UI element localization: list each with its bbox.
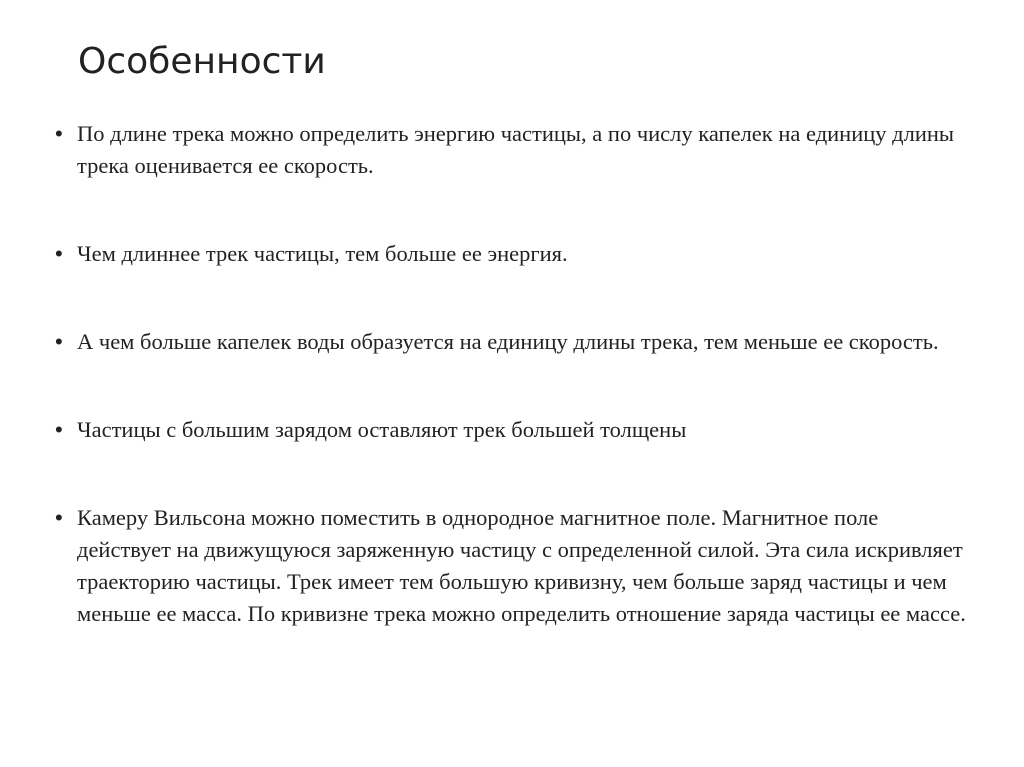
bullet-marker: • (55, 417, 63, 442)
bullet-marker: • (55, 121, 63, 146)
bullet-marker: • (55, 329, 63, 354)
bullet-list (55, 118, 975, 630)
bullet-text: Частицы с большим зарядом оставляют трек большей толщены (77, 417, 687, 442)
bullet-text: Чем длиннее трек частицы, тем больше ее энергия. (77, 241, 568, 266)
bullet-marker: • (55, 505, 63, 530)
bullet-text: Камеру Вильсона можно поместить в однородное магнитное поле. Магнитное поле действует на движущуюся заряженную частицу с определенной силой. Эта сила искривляет траекторию частицы. Трек имеет тем большую кривизну, чем больше заряд частицы и чем меньше ее масса. По кривизне трека можно определить отношение заряда частицы ее массе. (77, 505, 966, 626)
bullet-item (55, 502, 975, 630)
bullet-text: А чем больше капелек воды образуется на единицу длины трека, тем меньше ее скорость. (77, 329, 939, 354)
bullet-item (55, 326, 975, 358)
bullet-text: По длине трека можно определить энергию частицы, а по числу капелек на единицу длины трека оценивается ее скорость. (77, 121, 955, 178)
slide-title: Особенности (78, 41, 326, 82)
bullet-item (55, 118, 975, 182)
bullet-item (55, 414, 975, 446)
bullet-marker: • (55, 241, 63, 266)
bullet-item (55, 238, 975, 270)
